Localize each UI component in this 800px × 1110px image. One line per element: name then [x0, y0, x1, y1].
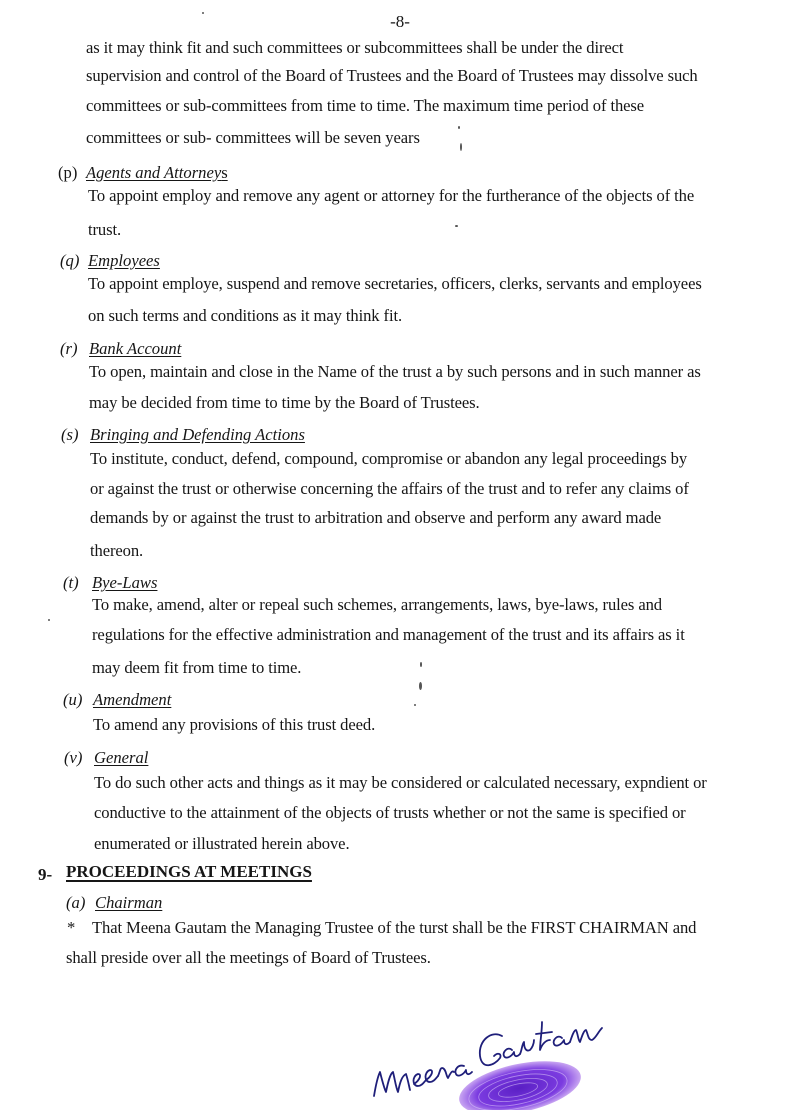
scan-speck [455, 225, 458, 227]
clause-heading-bank-account: Bank Account [89, 339, 182, 358]
subclause-label-a: (a) [66, 893, 86, 912]
clause-heading-employees: Employees [88, 251, 160, 270]
clause-label-u: (u) [63, 690, 83, 709]
clause-line: To appoint employe, suspend and remove secretaries, officers, clerks, servants and employees [88, 274, 702, 293]
clause-label-r: (r) [60, 339, 78, 358]
intro-line: supervision and control of the Board of Trustees and the Board of Trustees may dissolve such [86, 66, 698, 85]
clause-line: regulations for the effective administration and management of the trust and its affairs as it [92, 625, 685, 644]
clause-label-v: (v) [64, 748, 83, 767]
clause-line: To do such other acts and things as it may be considered or calculated necessary, expndient or [94, 773, 707, 792]
subclause-heading-chairman: Chairman [95, 893, 163, 912]
clause-line: To open, maintain and close in the Name of the trust a by such persons and in such manner as [89, 362, 701, 381]
thumbprint-icon [454, 1052, 585, 1110]
scan-speck [420, 662, 422, 667]
clause-line: To make, amend, alter or repeal such schemes, arrangements, laws, bye-laws, rules and [92, 595, 662, 614]
clause-line: enumerated or illustrated herein above. [94, 834, 350, 853]
section-number: 9- [38, 865, 53, 884]
clause-label-p: (p) [58, 163, 78, 182]
heading-text: Agents and Attorney [86, 163, 222, 182]
clause-line: To institute, conduct, defend, compound, compromise or abandon any legal proceedings by [90, 449, 688, 468]
clause-heading-bringing-and-defending-actions: Bringing and Defending Actions [90, 425, 305, 444]
clause-line: To amend any provisions of this trust deed. [93, 715, 376, 734]
subclause-line: shall preside over all the meetings of Board of Trustees. [66, 948, 431, 967]
clause-line: or against the trust or otherwise concerning the affairs of the trust and to refer any claims of [90, 479, 689, 498]
scan-speck [419, 682, 422, 690]
clause-label-t: (t) [63, 573, 79, 592]
scan-speck [460, 143, 462, 151]
clause-heading-agents-and-attorneys [86, 163, 228, 183]
signature-with-thumbprint [360, 1000, 620, 1110]
clause-line: conductive to the attainment of the objects of trusts whether or not the same is specified or [94, 803, 686, 822]
clause-line: may be decided from time to time by the Board of Trustees. [89, 393, 480, 412]
page-number: -8- [390, 12, 410, 31]
clause-heading-general: General [94, 748, 149, 767]
intro-line: committees or sub- committees will be seven years [86, 128, 420, 147]
clause-line: To appoint employ and remove any agent or attorney for the furtherance of the objects of the [88, 186, 695, 205]
clause-line: trust. [88, 220, 122, 239]
clause-heading-amendment: Amendment [93, 690, 172, 709]
clause-line: demands by or against the trust to arbitration and observe and perform any award made [90, 508, 662, 527]
scan-speck [48, 619, 50, 621]
section-title: PROCEEDINGS AT MEETINGS [66, 862, 312, 881]
clause-line: thereon. [90, 541, 144, 560]
clause-heading-bye-laws: Bye-Laws [92, 573, 158, 592]
bullet-asterisk: * [67, 918, 76, 937]
clause-line: may deem fit from time to time. [92, 658, 302, 677]
scan-speck [414, 704, 416, 706]
clause-line: on such terms and conditions as it may think fit. [88, 306, 403, 325]
scan-speck [202, 12, 204, 14]
heading-suffix: s [221, 163, 228, 182]
intro-line: committees or sub-committees from time to time. The maximum time period of these [86, 96, 645, 115]
clause-label-s: (s) [61, 425, 79, 444]
clause-label-q: (q) [60, 251, 80, 270]
scan-speck [458, 126, 460, 129]
subclause-line: That Meena Gautam the Managing Trustee of the turst shall be the FIRST CHAIRMAN and [92, 918, 697, 937]
intro-line: as it may think fit and such committees or subcommittees shall be under the direct [86, 38, 624, 57]
